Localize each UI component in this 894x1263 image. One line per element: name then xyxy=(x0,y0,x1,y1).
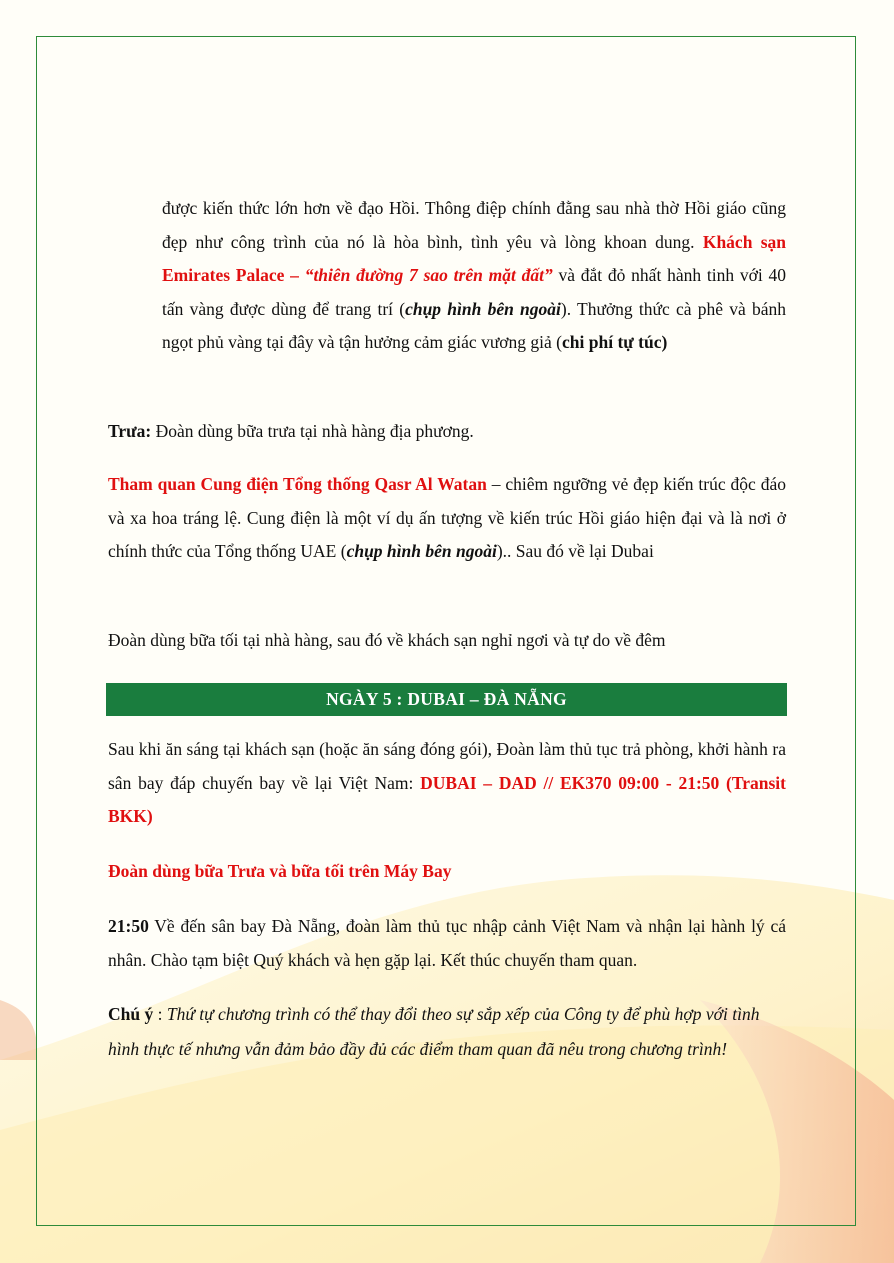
photo-note: chụp hình bên ngoài xyxy=(405,298,561,319)
in-flight-meals: Đoàn dùng bữa Trưa và bữa tối trên Máy Bay xyxy=(108,861,452,881)
photo-note: chụp hình bên ngoài xyxy=(346,541,497,562)
palace-paragraph: Tham quan Cung điện Tổng thống Qasr Al Watan – chiêm ngưỡng vẻ đẹp kiến trúc độc đáo và xa hoa tráng lệ. Cung điện là một ví dụ ấn tượng về kiến trúc Hồi giáo hiện đại và là nơi ở chính thức của Tổng thống UAE (chụp hình bên ngoài).. Sau đó về lại Dubai xyxy=(108,474,786,562)
note-paragraph: Chú ý : Thứ tự chương trình có thể thay đổi theo sự sắp xếp của Công ty để phù hợp với tình hình thực tế nhưng vẫn đảm bảo đầy đủ các điểm tham quan đã nêu trong chương trình! xyxy=(108,1004,760,1059)
arrival-time: 21:50 xyxy=(108,916,149,936)
hotel-slogan: “thiên đường 7 sao trên mặt đất” xyxy=(304,265,553,286)
hotel-name: Khách sạn Emirates Palace – xyxy=(162,231,786,286)
lunch-label: Trưa: xyxy=(108,421,152,441)
palace-title: Tham quan Cung điện Tổng thống Qasr Al Watan xyxy=(108,474,487,494)
dinner-paragraph: Đoàn dùng bữa tối tại nhà hàng, sau đó về khách sạn nghỉ ngơi và tự do về đêm xyxy=(108,630,666,650)
intro-paragraph: được kiến thức lớn hơn về đạo Hồi. Thông điệp chính đằng sau nhà thờ Hồi giáo cũng đẹp như công trình của nó là hòa bình, tình yêu và lòng khoan dung. Khách sạn Emirates Palace – “thiên đường 7 sao trên mặt đất” và đắt đỏ nhất hành tinh với 40 tấn vàng được dùng để trang trí (chụp hình bên ngoài). Thưởng thức cà phê và bánh ngọt phủ vàng tại đây và tận hưởng cảm giác vương giả (chi phí tự túc) xyxy=(162,198,786,353)
checkout-paragraph: Sau khi ăn sáng tại khách sạn (hoặc ăn sáng đóng gói), Đoàn làm thủ tục trả phòng, khởi hành ra sân bay đáp chuyến bay về lại Việt Nam: DUBAI – DAD // EK370 09:00 - 21:50 (Transit BKK) xyxy=(108,739,786,827)
self-pay-note: chi phí tự túc) xyxy=(562,332,668,353)
flight-info: DUBAI – DAD // EK370 09:00 - 21:50 (Transit BKK) xyxy=(108,772,786,827)
note-label: Chú ý xyxy=(108,1004,154,1024)
day-5-heading: NGÀY 5 : DUBAI – ĐÀ NẴNG xyxy=(106,683,787,716)
note-text: Thứ tự chương trình có thể thay đổi theo sự sắp xếp của Công ty để phù hợp với tình hình thực tế nhưng vẫn đảm bảo đầy đủ các điểm tham quan đã nêu trong chương trình! xyxy=(108,1004,760,1059)
arrival-paragraph: 21:50 Về đến sân bay Đà Nẵng, đoàn làm thủ tục nhập cảnh Việt Nam và nhận lại hành lý cá nhân. Chào tạm biệt Quý khách và hẹn gặp lại. Kết thúc chuyến tham quan. xyxy=(108,916,786,970)
lunch-paragraph: Trưa: Đoàn dùng bữa trưa tại nhà hàng địa phương. xyxy=(108,421,474,441)
